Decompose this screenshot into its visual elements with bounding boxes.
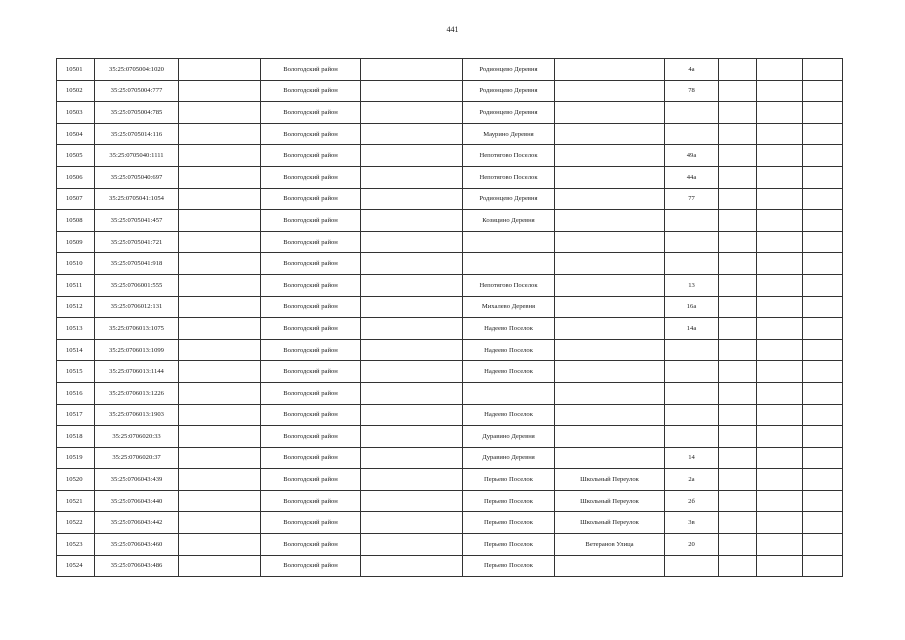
cell-cadastral-number: 35:25:0706013:1075: [95, 318, 179, 340]
table-row: [57, 339, 843, 361]
cell-settlement: Родионцево Деревня: [463, 59, 555, 81]
cell-empty: [757, 166, 803, 188]
cell-empty: [803, 166, 843, 188]
cell-record-number: 10518: [57, 426, 95, 448]
cell-empty: [803, 382, 843, 404]
cell-empty: [361, 231, 463, 253]
cell-cadastral-number: 35:25:0705004:1020: [95, 59, 179, 81]
cell-settlement: [463, 231, 555, 253]
table-row: [57, 361, 843, 383]
table-row: [57, 231, 843, 253]
cell-street: Школьный Переулок: [555, 490, 665, 512]
cell-empty: [803, 512, 843, 534]
cell-street: [555, 145, 665, 167]
cell-empty: [361, 469, 463, 491]
cell-record-number: 10507: [57, 188, 95, 210]
cell-district: Вологодский район: [261, 296, 361, 318]
cell-cadastral-number: 35:25:0706043:440: [95, 490, 179, 512]
cell-cadastral-number: 35:25:0705004:777: [95, 80, 179, 102]
cell-empty: [719, 490, 757, 512]
cell-empty: [179, 382, 261, 404]
cell-house: 4а: [665, 59, 719, 81]
cell-empty: [803, 188, 843, 210]
cell-empty: [757, 534, 803, 556]
cell-empty: [719, 210, 757, 232]
cell-empty: [757, 123, 803, 145]
table-row: [57, 382, 843, 404]
cell-empty: [719, 404, 757, 426]
cell-empty: [179, 188, 261, 210]
cell-empty: [803, 534, 843, 556]
cell-empty: [803, 274, 843, 296]
page-number: 441: [446, 25, 459, 34]
cell-district: Вологодский район: [261, 361, 361, 383]
cell-record-number: 10522: [57, 512, 95, 534]
cell-empty: [757, 512, 803, 534]
cell-cadastral-number: 35:25:0706020:33: [95, 426, 179, 448]
cell-cadastral-number: 35:25:0705014:116: [95, 123, 179, 145]
cell-street: [555, 339, 665, 361]
cell-street: [555, 253, 665, 275]
cell-district: Вологодский район: [261, 426, 361, 448]
cell-street: [555, 166, 665, 188]
cell-district: Вологодский район: [261, 166, 361, 188]
cell-street: [555, 296, 665, 318]
cell-house: 13: [665, 274, 719, 296]
cell-empty: [803, 296, 843, 318]
cell-empty: [757, 102, 803, 124]
cell-settlement: Перьево Поселок: [463, 490, 555, 512]
cell-street: Ветеранов Улица: [555, 534, 665, 556]
cell-street: [555, 102, 665, 124]
cell-house: 77: [665, 188, 719, 210]
cell-house: 2б: [665, 490, 719, 512]
cell-street: [555, 361, 665, 383]
cell-empty: [361, 490, 463, 512]
cell-empty: [803, 123, 843, 145]
cell-empty: [757, 253, 803, 275]
cell-settlement: Родионцево Деревня: [463, 188, 555, 210]
cell-empty: [179, 59, 261, 81]
cell-empty: [179, 145, 261, 167]
cell-empty: [179, 361, 261, 383]
cell-cadastral-number: 35:25:0706012:131: [95, 296, 179, 318]
cell-cadastral-number: 35:25:0705041:918: [95, 253, 179, 275]
cell-empty: [361, 123, 463, 145]
cell-cadastral-number: 35:25:0706043:442: [95, 512, 179, 534]
cell-empty: [803, 555, 843, 577]
cell-record-number: 10509: [57, 231, 95, 253]
cell-record-number: 10506: [57, 166, 95, 188]
cell-empty: [719, 231, 757, 253]
cell-district: Вологодский район: [261, 447, 361, 469]
cell-district: Вологодский район: [261, 469, 361, 491]
cell-street: [555, 188, 665, 210]
cell-empty: [757, 339, 803, 361]
cell-cadastral-number: 35:25:0706013:1099: [95, 339, 179, 361]
cell-street: [555, 426, 665, 448]
cell-street: [555, 404, 665, 426]
cell-cadastral-number: 35:25:0706020:37: [95, 447, 179, 469]
cell-street: [555, 231, 665, 253]
cell-settlement: Родионцево Деревня: [463, 102, 555, 124]
table-row: [57, 253, 843, 275]
cell-street: [555, 80, 665, 102]
cell-empty: [179, 534, 261, 556]
table-row: [57, 166, 843, 188]
cell-empty: [803, 318, 843, 340]
cell-district: Вологодский район: [261, 404, 361, 426]
cell-empty: [719, 339, 757, 361]
cell-settlement: Перьево Поселок: [463, 534, 555, 556]
table-row: [57, 490, 843, 512]
cell-house: 14: [665, 447, 719, 469]
cell-empty: [179, 296, 261, 318]
cell-empty: [361, 274, 463, 296]
cell-house: 78: [665, 80, 719, 102]
cell-empty: [179, 404, 261, 426]
cell-empty: [719, 145, 757, 167]
cell-district: Вологодский район: [261, 318, 361, 340]
cell-empty: [179, 339, 261, 361]
cell-empty: [361, 102, 463, 124]
cell-empty: [361, 296, 463, 318]
cell-empty: [757, 59, 803, 81]
cell-cadastral-number: 35:25:0706001:555: [95, 274, 179, 296]
cell-district: Вологодский район: [261, 145, 361, 167]
cell-empty: [803, 253, 843, 275]
cell-empty: [803, 80, 843, 102]
cell-empty: [803, 339, 843, 361]
cell-record-number: 10517: [57, 404, 95, 426]
cell-empty: [757, 361, 803, 383]
cell-record-number: 10503: [57, 102, 95, 124]
cell-house: [665, 102, 719, 124]
cell-empty: [719, 534, 757, 556]
cell-empty: [757, 296, 803, 318]
cell-empty: [179, 426, 261, 448]
cell-settlement: Непотягово Поселок: [463, 166, 555, 188]
cell-empty: [179, 210, 261, 232]
cell-empty: [757, 274, 803, 296]
cell-settlement: Дуравино Деревня: [463, 426, 555, 448]
cell-settlement: Непотягово Поселок: [463, 274, 555, 296]
cell-settlement: Перьево Поселок: [463, 469, 555, 491]
cell-district: Вологодский район: [261, 512, 361, 534]
cell-house: [665, 382, 719, 404]
table-row: [57, 145, 843, 167]
cell-empty: [719, 426, 757, 448]
cell-street: [555, 274, 665, 296]
cell-cadastral-number: 35:25:0705040:697: [95, 166, 179, 188]
cell-cadastral-number: 35:25:0705041:721: [95, 231, 179, 253]
cell-empty: [179, 123, 261, 145]
cell-district: Вологодский район: [261, 382, 361, 404]
cell-empty: [757, 469, 803, 491]
cell-district: Вологодский район: [261, 80, 361, 102]
cell-empty: [719, 447, 757, 469]
cell-settlement: Надеево Поселок: [463, 339, 555, 361]
table-row: [57, 274, 843, 296]
cell-district: Вологодский район: [261, 274, 361, 296]
cell-empty: [803, 102, 843, 124]
cell-street: Школьный Переулок: [555, 512, 665, 534]
cell-empty: [361, 166, 463, 188]
cell-record-number: 10502: [57, 80, 95, 102]
cell-record-number: 10520: [57, 469, 95, 491]
cell-empty: [361, 426, 463, 448]
cell-empty: [757, 447, 803, 469]
cell-house: [665, 123, 719, 145]
cell-cadastral-number: 35:25:0706043:486: [95, 555, 179, 577]
cell-settlement: Надеево Поселок: [463, 318, 555, 340]
cell-record-number: 10524: [57, 555, 95, 577]
cell-empty: [361, 188, 463, 210]
cell-district: Вологодский район: [261, 490, 361, 512]
cell-record-number: 10510: [57, 253, 95, 275]
cell-empty: [179, 469, 261, 491]
cell-empty: [719, 123, 757, 145]
cell-empty: [757, 80, 803, 102]
cell-empty: [719, 555, 757, 577]
cell-empty: [803, 426, 843, 448]
cell-district: Вологодский район: [261, 210, 361, 232]
cell-empty: [179, 447, 261, 469]
cell-cadastral-number: 35:25:0706043:439: [95, 469, 179, 491]
cell-record-number: 10511: [57, 274, 95, 296]
cell-empty: [719, 361, 757, 383]
cell-cadastral-number: 35:25:0706013:1903: [95, 404, 179, 426]
cell-street: [555, 447, 665, 469]
cell-record-number: 10504: [57, 123, 95, 145]
cell-settlement: Перьево Поселок: [463, 555, 555, 577]
cell-empty: [179, 555, 261, 577]
cell-district: Вологодский район: [261, 102, 361, 124]
cell-street: [555, 382, 665, 404]
cell-house: [665, 253, 719, 275]
cell-record-number: 10516: [57, 382, 95, 404]
cell-empty: [803, 404, 843, 426]
cell-empty: [361, 80, 463, 102]
cell-street: [555, 210, 665, 232]
table-row: [57, 426, 843, 448]
cell-cadastral-number: 35:25:0706043:460: [95, 534, 179, 556]
cell-empty: [179, 512, 261, 534]
cell-empty: [361, 253, 463, 275]
table-row: [57, 447, 843, 469]
table-row: [57, 296, 843, 318]
cell-street: [555, 318, 665, 340]
cell-empty: [803, 145, 843, 167]
cell-street: Школьный Переулок: [555, 469, 665, 491]
cell-house: [665, 231, 719, 253]
cell-empty: [803, 490, 843, 512]
cell-empty: [719, 382, 757, 404]
cell-empty: [179, 490, 261, 512]
cell-empty: [361, 210, 463, 232]
cell-empty: [361, 361, 463, 383]
cell-record-number: 10519: [57, 447, 95, 469]
cell-cadastral-number: 35:25:0706013:1144: [95, 361, 179, 383]
cell-empty: [179, 253, 261, 275]
cell-empty: [361, 534, 463, 556]
cell-empty: [757, 490, 803, 512]
cell-house: [665, 404, 719, 426]
cell-house: [665, 339, 719, 361]
cell-empty: [719, 469, 757, 491]
cell-settlement: Дуравино Деревня: [463, 447, 555, 469]
cell-empty: [361, 59, 463, 81]
cell-empty: [757, 318, 803, 340]
cell-empty: [719, 102, 757, 124]
cell-empty: [719, 274, 757, 296]
table-row: [57, 188, 843, 210]
cell-record-number: 10501: [57, 59, 95, 81]
table-row: [57, 102, 843, 124]
cell-record-number: 10512: [57, 296, 95, 318]
cell-empty: [179, 166, 261, 188]
table-row: [57, 469, 843, 491]
cell-empty: [803, 447, 843, 469]
cell-house: [665, 210, 719, 232]
cell-district: Вологодский район: [261, 534, 361, 556]
cell-empty: [361, 404, 463, 426]
cell-record-number: 10513: [57, 318, 95, 340]
cell-street: [555, 59, 665, 81]
table-row: [57, 80, 843, 102]
cell-settlement: [463, 382, 555, 404]
cell-empty: [757, 210, 803, 232]
table-row: [57, 404, 843, 426]
cell-cadastral-number: 35:25:0705004:785: [95, 102, 179, 124]
cell-record-number: 10515: [57, 361, 95, 383]
cell-house: [665, 361, 719, 383]
cell-house: 20: [665, 534, 719, 556]
table-row: [57, 318, 843, 340]
cell-settlement: Козицино Деревня: [463, 210, 555, 232]
cell-house: 16а: [665, 296, 719, 318]
cell-district: Вологодский район: [261, 339, 361, 361]
cell-empty: [361, 382, 463, 404]
cell-house: [665, 426, 719, 448]
cell-empty: [719, 253, 757, 275]
cell-empty: [803, 469, 843, 491]
cell-settlement: Михалево Деревня: [463, 296, 555, 318]
cell-cadastral-number: 35:25:0705041:457: [95, 210, 179, 232]
table-row: [57, 210, 843, 232]
cell-empty: [719, 296, 757, 318]
cell-empty: [757, 426, 803, 448]
cell-district: Вологодский район: [261, 253, 361, 275]
table-row: [57, 512, 843, 534]
cell-cadastral-number: 35:25:0706013:1226: [95, 382, 179, 404]
cell-house: 44а: [665, 166, 719, 188]
cell-district: Вологодский район: [261, 123, 361, 145]
cell-settlement: Маурино Деревня: [463, 123, 555, 145]
cell-settlement: [463, 253, 555, 275]
cell-house: [665, 555, 719, 577]
cell-record-number: 10508: [57, 210, 95, 232]
cell-empty: [179, 274, 261, 296]
cell-empty: [179, 102, 261, 124]
cell-street: [555, 555, 665, 577]
cell-district: Вологодский район: [261, 188, 361, 210]
cell-empty: [719, 188, 757, 210]
cell-empty: [719, 318, 757, 340]
cell-house: 49а: [665, 145, 719, 167]
table-row: [57, 555, 843, 577]
cell-empty: [179, 80, 261, 102]
registry-body: [57, 59, 843, 577]
cell-empty: [361, 339, 463, 361]
cell-empty: [361, 512, 463, 534]
cell-empty: [179, 318, 261, 340]
cell-empty: [719, 166, 757, 188]
cell-house: 3в: [665, 512, 719, 534]
cell-empty: [361, 447, 463, 469]
cell-district: Вологодский район: [261, 59, 361, 81]
cell-empty: [757, 404, 803, 426]
table-row: [57, 123, 843, 145]
cell-empty: [803, 231, 843, 253]
cell-empty: [803, 210, 843, 232]
cell-record-number: 10523: [57, 534, 95, 556]
cell-settlement: Надеево Поселок: [463, 361, 555, 383]
cell-district: Вологодский район: [261, 555, 361, 577]
cell-record-number: 10514: [57, 339, 95, 361]
cell-street: [555, 123, 665, 145]
cell-empty: [757, 382, 803, 404]
cell-empty: [719, 59, 757, 81]
cell-settlement: Родионцево Деревня: [463, 80, 555, 102]
cell-empty: [757, 145, 803, 167]
cell-empty: [757, 231, 803, 253]
cell-empty: [361, 318, 463, 340]
cell-record-number: 10505: [57, 145, 95, 167]
cell-record-number: 10521: [57, 490, 95, 512]
table-row: [57, 534, 843, 556]
cell-empty: [179, 231, 261, 253]
cell-empty: [757, 555, 803, 577]
cell-empty: [361, 145, 463, 167]
cell-settlement: Непотягово Поселок: [463, 145, 555, 167]
registry-table: [56, 58, 843, 577]
table-row: [57, 59, 843, 81]
cell-empty: [719, 80, 757, 102]
cell-district: Вологодский район: [261, 231, 361, 253]
cell-cadastral-number: 35:25:0705041:1054: [95, 188, 179, 210]
cell-empty: [757, 188, 803, 210]
cell-house: 2а: [665, 469, 719, 491]
cell-settlement: Перьево Поселок: [463, 512, 555, 534]
cell-cadastral-number: 35:25:0705040:1111: [95, 145, 179, 167]
cell-empty: [803, 59, 843, 81]
cell-empty: [719, 512, 757, 534]
cell-empty: [361, 555, 463, 577]
cell-settlement: Надеево Поселок: [463, 404, 555, 426]
cell-empty: [803, 361, 843, 383]
cell-house: 14а: [665, 318, 719, 340]
